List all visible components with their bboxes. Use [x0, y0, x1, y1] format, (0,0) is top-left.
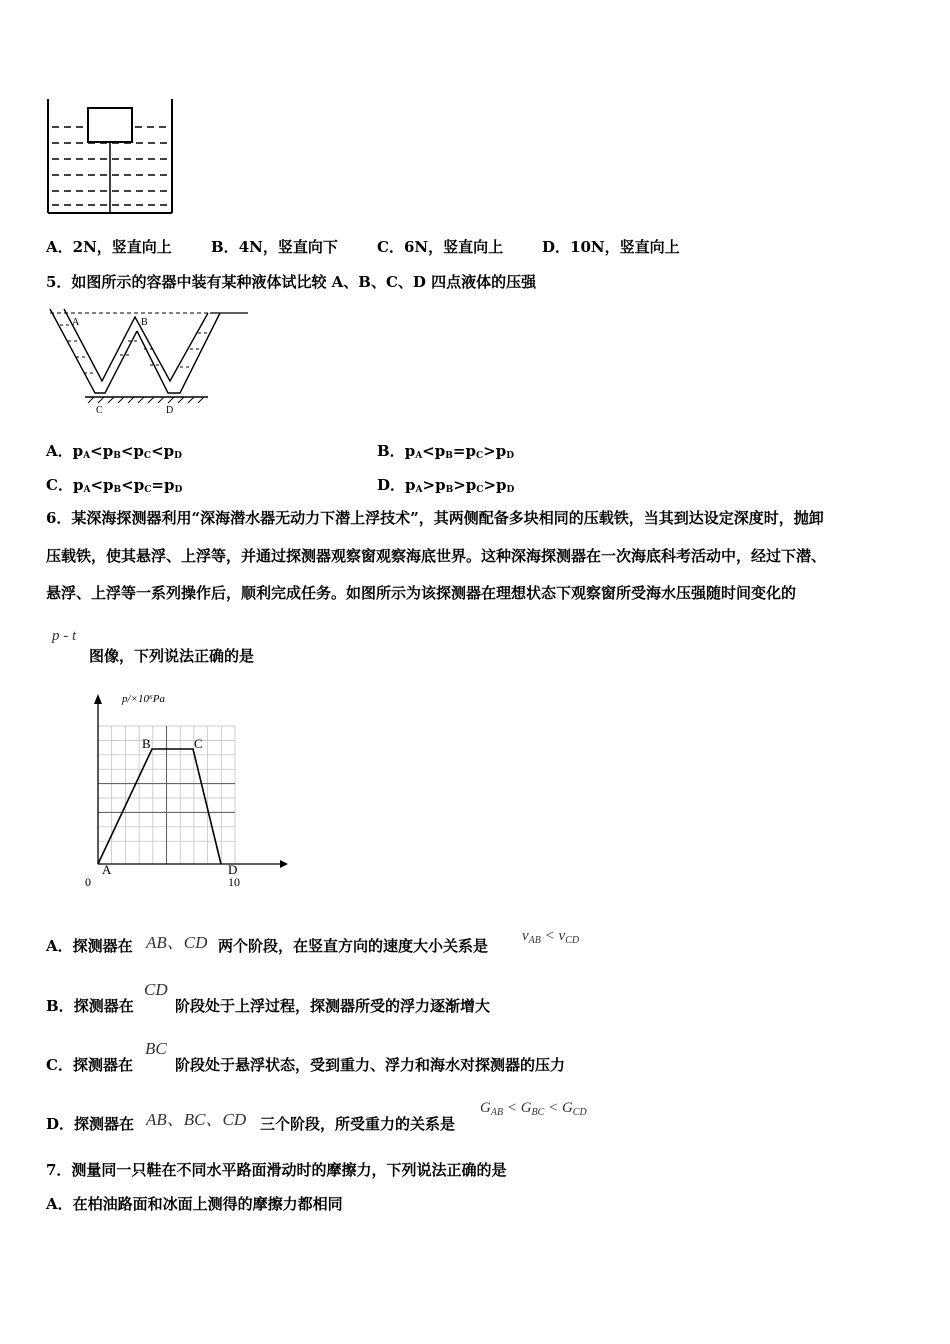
q6-option-b-math1: CD	[144, 980, 168, 999]
q6-option-b-mid: 阶段处于上浮过程，探测器所受的浮力逐渐增大	[175, 997, 491, 1015]
q6-option-a-mid: 两个阶段，在竖直方向的速度大小关系是	[218, 937, 489, 955]
container-block-figure	[40, 95, 180, 220]
pressure-time-chart	[80, 686, 290, 892]
point-a-label: A	[72, 317, 80, 328]
q5-option-c: C．$p_A<p_B<p_C=p_D$	[46, 476, 183, 495]
q6-option-a-math2: $v_{AB} < v_{CD}$	[522, 928, 580, 946]
q5-option-d: D．$p_A>p_B>p_C>p_D$	[377, 476, 515, 495]
q6-stem-line3: 悬浮、上浮等一系列操作后，顺利完成任务。如图所示为该探测器在理想状态下观察窗所受海水压强随时间变化的	[46, 584, 797, 602]
point-d-label: D	[228, 862, 238, 877]
y-axis-label: p/×10⁶Pa	[122, 693, 166, 705]
q6-option-a-math1: AB、CD	[146, 933, 208, 952]
point-a-label: A	[102, 862, 112, 877]
origin-label: 0	[85, 875, 91, 889]
q6-stem-line1: 6．某深海探测器利用“深海潜水器无动力下潜上浮技术”，其两侧配备多块相同的压载铁，当其到达设定深度时，抛卸	[46, 509, 824, 527]
point-d-label: D	[166, 405, 174, 416]
q6-option-d: D．探测器在	[46, 1115, 135, 1133]
q5-option-a: A．$p_A<p_B<p_C<p_D$	[46, 442, 182, 461]
point-c-label: C	[194, 736, 203, 751]
q6-option-d-math2: $G_{AB} < G_{BC} < G_{CD}$	[480, 1100, 587, 1118]
q6-option-a: A．探测器在	[46, 937, 133, 955]
q4-option-d: D．10N，竖直向上	[542, 238, 680, 256]
q5-option-b: B．$p_A<p_B=p_C>p_D$	[377, 442, 514, 461]
q6-stem-line4: 图像，下列说法正确的是	[89, 647, 255, 665]
q6-option-c-math1: BC	[145, 1039, 167, 1058]
q7-option-a: A．在柏油路面和冰面上测得的摩擦力都相同	[46, 1195, 343, 1213]
q6-option-b: B．探测器在	[46, 997, 134, 1015]
q5-stem: 5．如图所示的容器中装有某种液体试比较 A、B、C、D 四点液体的压强	[46, 273, 537, 291]
point-c-label: C	[96, 405, 103, 416]
point-b-label: B	[142, 736, 151, 751]
point-b-label: B	[141, 317, 148, 328]
q7-stem: 7．测量同一只鞋在不同水平路面滑动时的摩擦力，下列说法正确的是	[46, 1161, 507, 1179]
pressure-trace	[98, 749, 221, 864]
q6-option-c-mid: 阶段处于悬浮状态，受到重力、浮力和海水对探测器的压力	[175, 1056, 566, 1074]
x-tick-10: 10	[228, 875, 240, 889]
q6-pt-formula: p - t	[52, 628, 77, 644]
q4-option-a: A．2N，竖直向上	[46, 238, 172, 256]
q6-stem-line2: 压载铁，使其悬浮、上浮等，并通过探测器观察窗观察海底世界。这种深海探测器在一次海底科考活动中，经过下潜、	[46, 547, 827, 565]
q6-option-d-mid: 三个阶段，所受重力的关系是	[260, 1115, 456, 1133]
q4-option-b: B．4N，竖直向下	[211, 238, 338, 256]
q4-option-c: C．6N，竖直向上	[377, 238, 504, 256]
w-shaped-container-figure	[40, 305, 255, 417]
q6-option-d-math1: AB、BC、CD	[146, 1110, 247, 1129]
q6-option-c: C．探测器在	[46, 1056, 133, 1074]
